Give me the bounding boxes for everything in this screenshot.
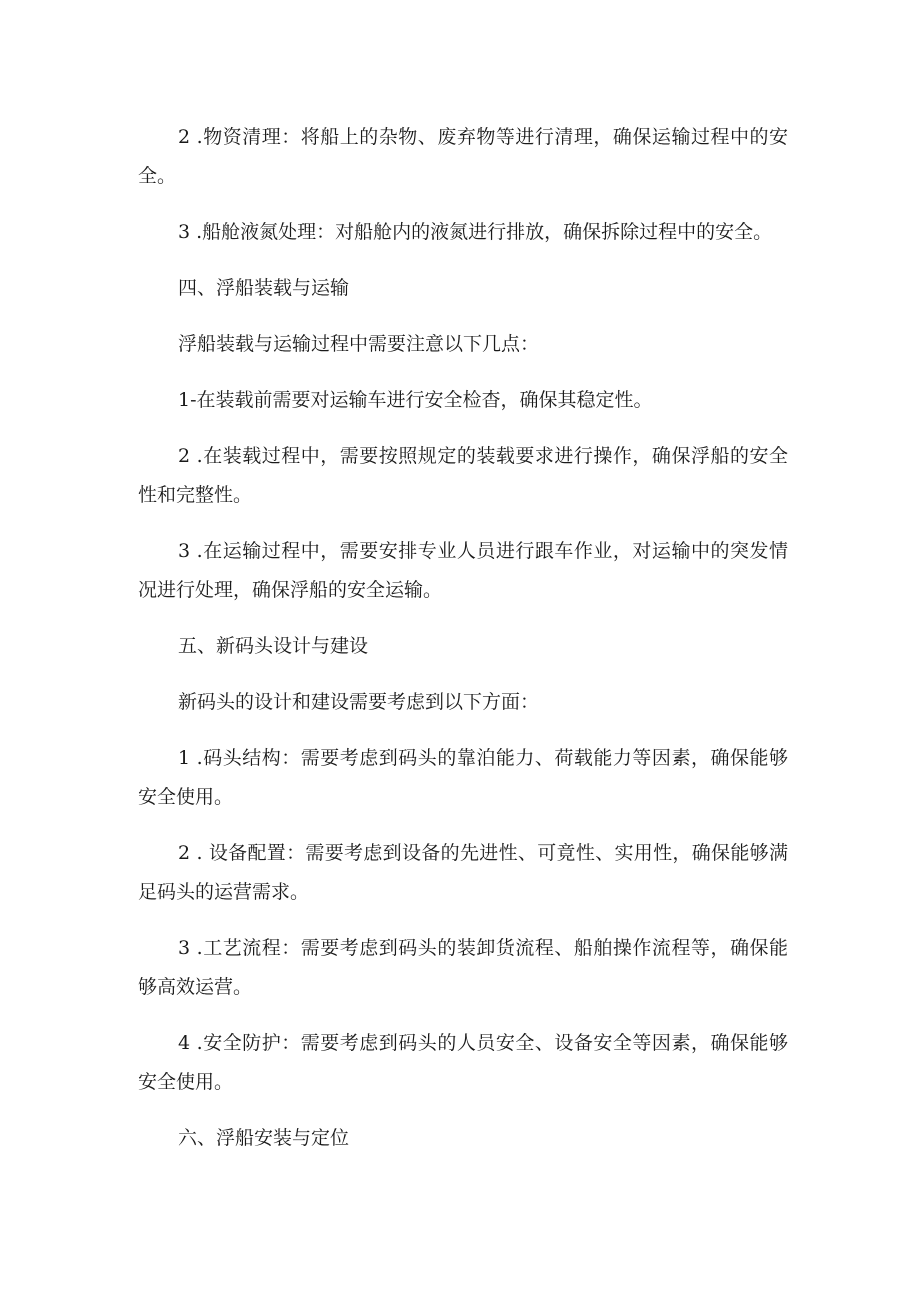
paragraph-material-cleanup: 2 .物资清理：将船上的杂物、废弃物等进行清理，确保运输过程中的安全。 (138, 126, 788, 187)
paragraph-dock-structure: 1 .码头结构：需要考虑到码头的靠泊能力、荷载能力等因素，确保能够安全使用。 (138, 747, 788, 808)
paragraph-dock-safety: 4 .安全防护：需要考虑到码头的人员安全、设备安全等因素，确保能够安全使用。 (138, 1032, 788, 1093)
section-heading-new-dock: 五、新码头设计与建设 (178, 635, 369, 657)
paragraph-liquid-nitrogen: 3 .船舱液氮处理：对船舱内的液氮进行排放，确保拆除过程中的安全。 (178, 221, 773, 243)
paragraph-loading-item-1: 1-在装载前需要对运输车进行安全检杳，确保其稳定性。 (178, 389, 653, 411)
paragraph-dock-intro: 新码头的设计和建设需要考虑到以下方面： (178, 691, 540, 713)
paragraph-loading-item-3: 3 .在运输过程中，需要安排专业人员进行跟车作业，对运输中的突发情况进行处理，确保浮船的安全运输。 (138, 540, 788, 601)
section-heading-installation: 六、浮船安装与定位 (178, 1127, 350, 1149)
section-heading-loading-transport: 四、浮船装载与运输 (178, 277, 350, 299)
paragraph-loading-intro: 浮船装载与运输过程中需要注意以下几点： (178, 333, 540, 355)
document-body (138, 118, 788, 1175)
paragraph-dock-process: 3 .工艺流程：需要考虑到码头的装卸货流程、船舶操作流程等，确保能够高效运营。 (138, 937, 788, 998)
paragraph-loading-item-2: 2 .在装载过程中，需要按照规定的装载要求进行操作，确保浮船的安全性和完整性。 (138, 445, 788, 506)
paragraph-dock-equipment: 2 . 设备配置：需要考虑到设备的先进性、可竟性、实用性，确保能够满足码头的运营需求。 (138, 842, 788, 903)
